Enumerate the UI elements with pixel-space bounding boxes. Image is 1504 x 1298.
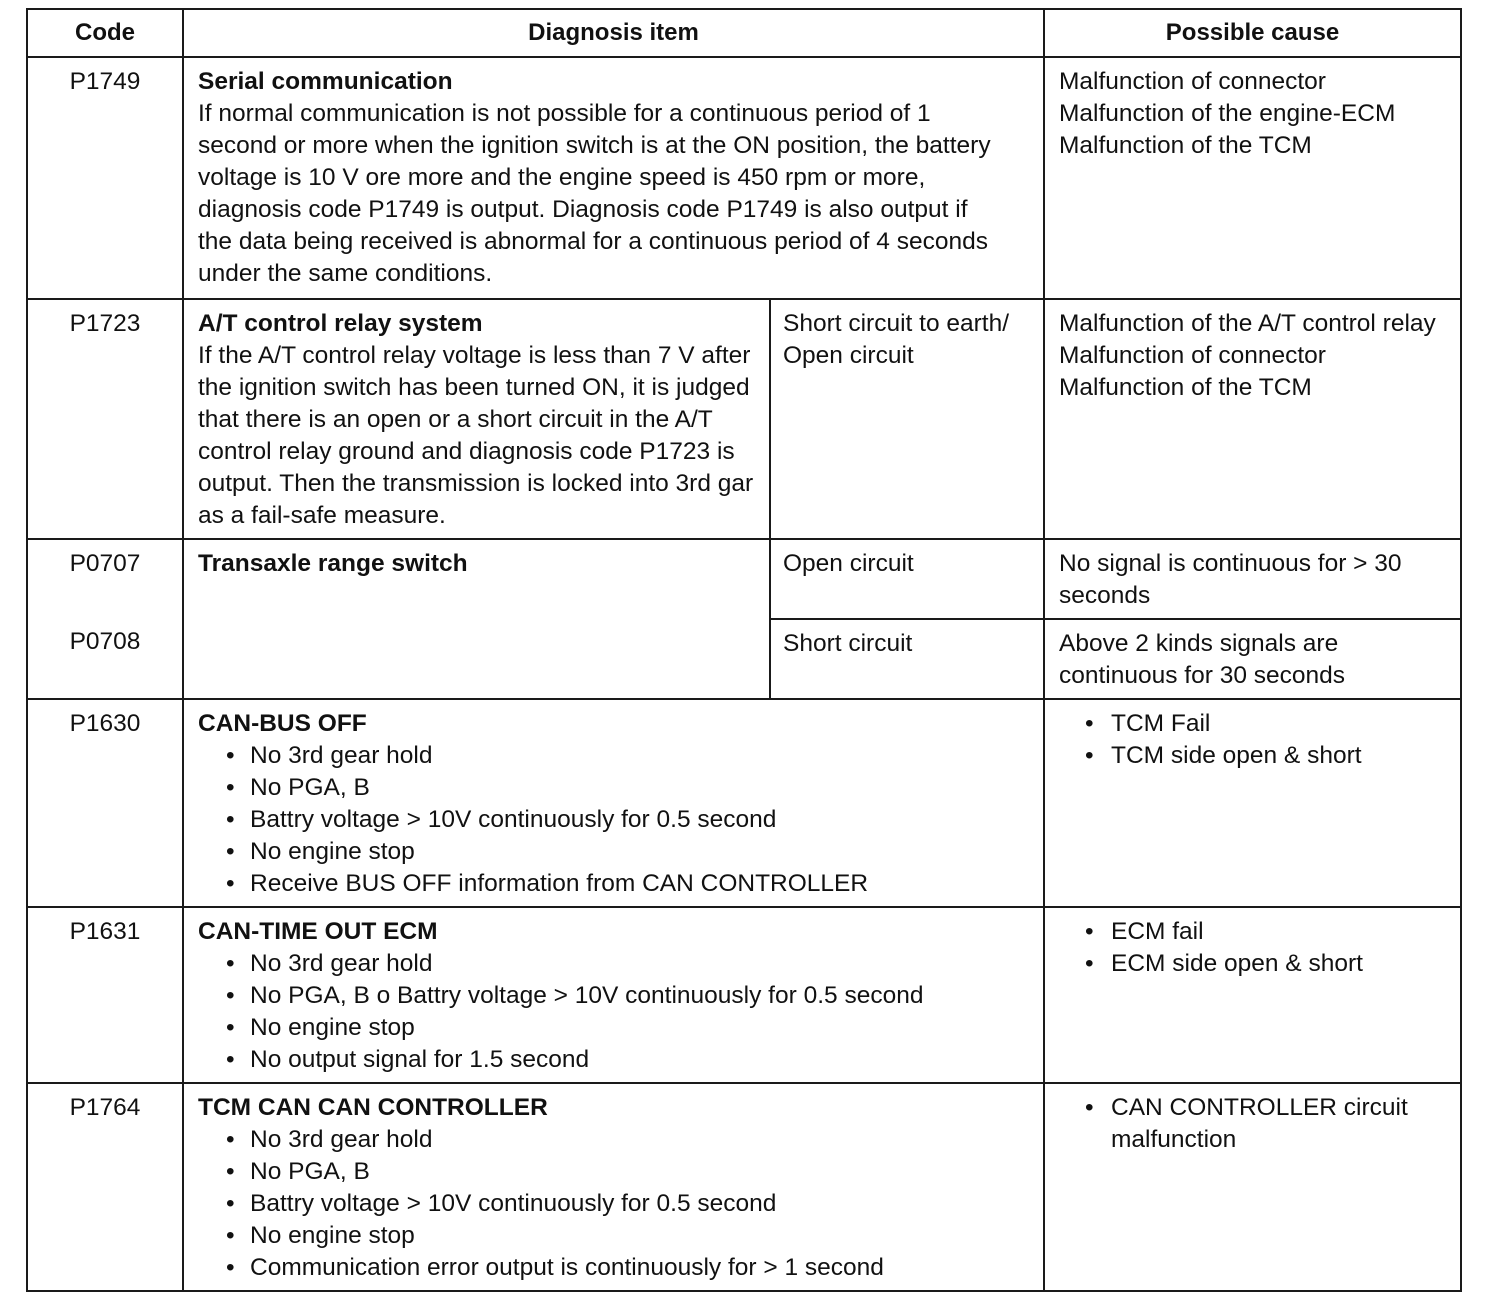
list-item: • No engine stop <box>222 1220 1031 1252</box>
list-item: • Receive BUS OFF information from CAN CONTROLLER <box>222 868 1031 900</box>
item-title: CAN-TIME OUT ECM <box>198 918 438 945</box>
header-code: Code <box>27 9 183 57</box>
list-item: • No 3rd gear hold <box>222 948 1031 980</box>
item-description: If the A/T control relay voltage is less than 7 V after the ignition switch has been turned ON, it is judged that there is an open or a short circuit in the A/T control relay ground and diagnosis code P1723 is output. Then the transmission is locked into 3rd gar as a fail-safe measure. <box>198 342 754 529</box>
list-item: • No engine stop <box>222 836 1031 868</box>
diagnosis-page <box>26 8 1460 1292</box>
list-item: • TCM Fail <box>1083 708 1450 740</box>
condition-list <box>198 948 1031 1076</box>
condition-cell: Short circuit to earth/ Open circuit <box>770 299 1044 539</box>
list-item: • No engine stop <box>222 1012 1031 1044</box>
code-cell <box>27 539 183 699</box>
possible-cause-cell <box>1044 1083 1461 1291</box>
code-cell: P1723 <box>27 299 183 539</box>
item-title: Serial communication <box>198 68 453 95</box>
cause-list <box>1059 916 1450 980</box>
cause-line: Malfunction of the TCM <box>1059 374 1312 401</box>
cause-line: Malfunction of connector <box>1059 68 1326 95</box>
list-item: • TCM side open & short <box>1083 740 1450 772</box>
item-title: CAN-BUS OFF <box>198 710 367 737</box>
cause-line: Malfunction of connector <box>1059 342 1326 369</box>
possible-cause-cell <box>1044 57 1461 299</box>
diagnosis-table <box>26 8 1462 1292</box>
diagnosis-item-cell <box>183 539 770 699</box>
list-item: • ECM fail <box>1083 916 1450 948</box>
list-item: • No 3rd gear hold <box>222 740 1031 772</box>
header-possible-cause: Possible cause <box>1044 9 1461 57</box>
possible-cause-cell <box>1044 299 1461 539</box>
header-diagnosis-item: Diagnosis item <box>183 9 1044 57</box>
list-item: • ECM side open & short <box>1083 948 1450 980</box>
possible-cause-cell: No signal is continuous for > 30 seconds <box>1044 539 1461 619</box>
diagnosis-item-cell <box>183 299 770 539</box>
table-row <box>27 539 1461 619</box>
table-row <box>27 907 1461 1083</box>
list-item: • Battry voltage > 10V continuously for 0.5 second <box>222 1188 1031 1220</box>
table-row <box>27 299 1461 539</box>
condition-list <box>198 740 1031 900</box>
possible-cause-cell <box>1044 699 1461 907</box>
list-item: • Communication error output is continuously for > 1 second <box>222 1252 1031 1284</box>
table-row <box>27 1083 1461 1291</box>
code-cell: P1764 <box>27 1083 183 1291</box>
possible-cause-cell: Above 2 kinds signals are continuous for 30 seconds <box>1044 619 1461 699</box>
list-item: • Battry voltage > 10V continuously for 0.5 second <box>222 804 1031 836</box>
cause-line: Malfunction of the A/T control relay <box>1059 310 1436 337</box>
table-row <box>27 699 1461 907</box>
code-cell: P1631 <box>27 907 183 1083</box>
list-item: • No output signal for 1.5 second <box>222 1044 1031 1076</box>
condition-list <box>198 1124 1031 1284</box>
table-header-row <box>27 9 1461 57</box>
table-row <box>27 57 1461 299</box>
condition-cell: Open circuit <box>770 539 1044 619</box>
item-title: Transaxle range switch <box>198 550 468 577</box>
code-cell: P1630 <box>27 699 183 907</box>
list-item: • No PGA, B o Battry voltage > 10V continuously for 0.5 second <box>222 980 1031 1012</box>
item-title: TCM CAN CAN CONTROLLER <box>198 1094 548 1121</box>
list-item: • No PGA, B <box>222 1156 1031 1188</box>
diagnosis-item-cell <box>183 1083 1044 1291</box>
condition-cell: Short circuit <box>770 619 1044 699</box>
cause-list <box>1059 708 1450 772</box>
diagnosis-item-cell <box>183 57 1044 299</box>
cause-line: Malfunction of the TCM <box>1059 132 1312 159</box>
item-description: If normal communication is not possible for a continuous period of 1 second or more when the ignition switch is at the ON position, the battery voltage is 10 V ore more and the engine speed is 450 rpm or more, diagnosis code P1749 is output. Diagnosis code P1749 is also output if the data being received is abnormal for a continuous period of 4 seconds under the same conditions. <box>198 100 991 287</box>
code-p0707: P0707 <box>69 550 141 577</box>
code-cell: P1749 <box>27 57 183 299</box>
list-item: • No 3rd gear hold <box>222 1124 1031 1156</box>
list-item: • CAN CONTROLLER circuit malfunction <box>1083 1092 1450 1156</box>
item-title: A/T control relay system <box>198 310 483 337</box>
list-item: • No PGA, B <box>222 772 1031 804</box>
cause-line: Malfunction of the engine-ECM <box>1059 100 1396 127</box>
cause-list <box>1059 1092 1450 1156</box>
diagnosis-item-cell <box>183 699 1044 907</box>
code-p0708: P0708 <box>69 628 141 655</box>
possible-cause-cell <box>1044 907 1461 1083</box>
diagnosis-item-cell <box>183 907 1044 1083</box>
